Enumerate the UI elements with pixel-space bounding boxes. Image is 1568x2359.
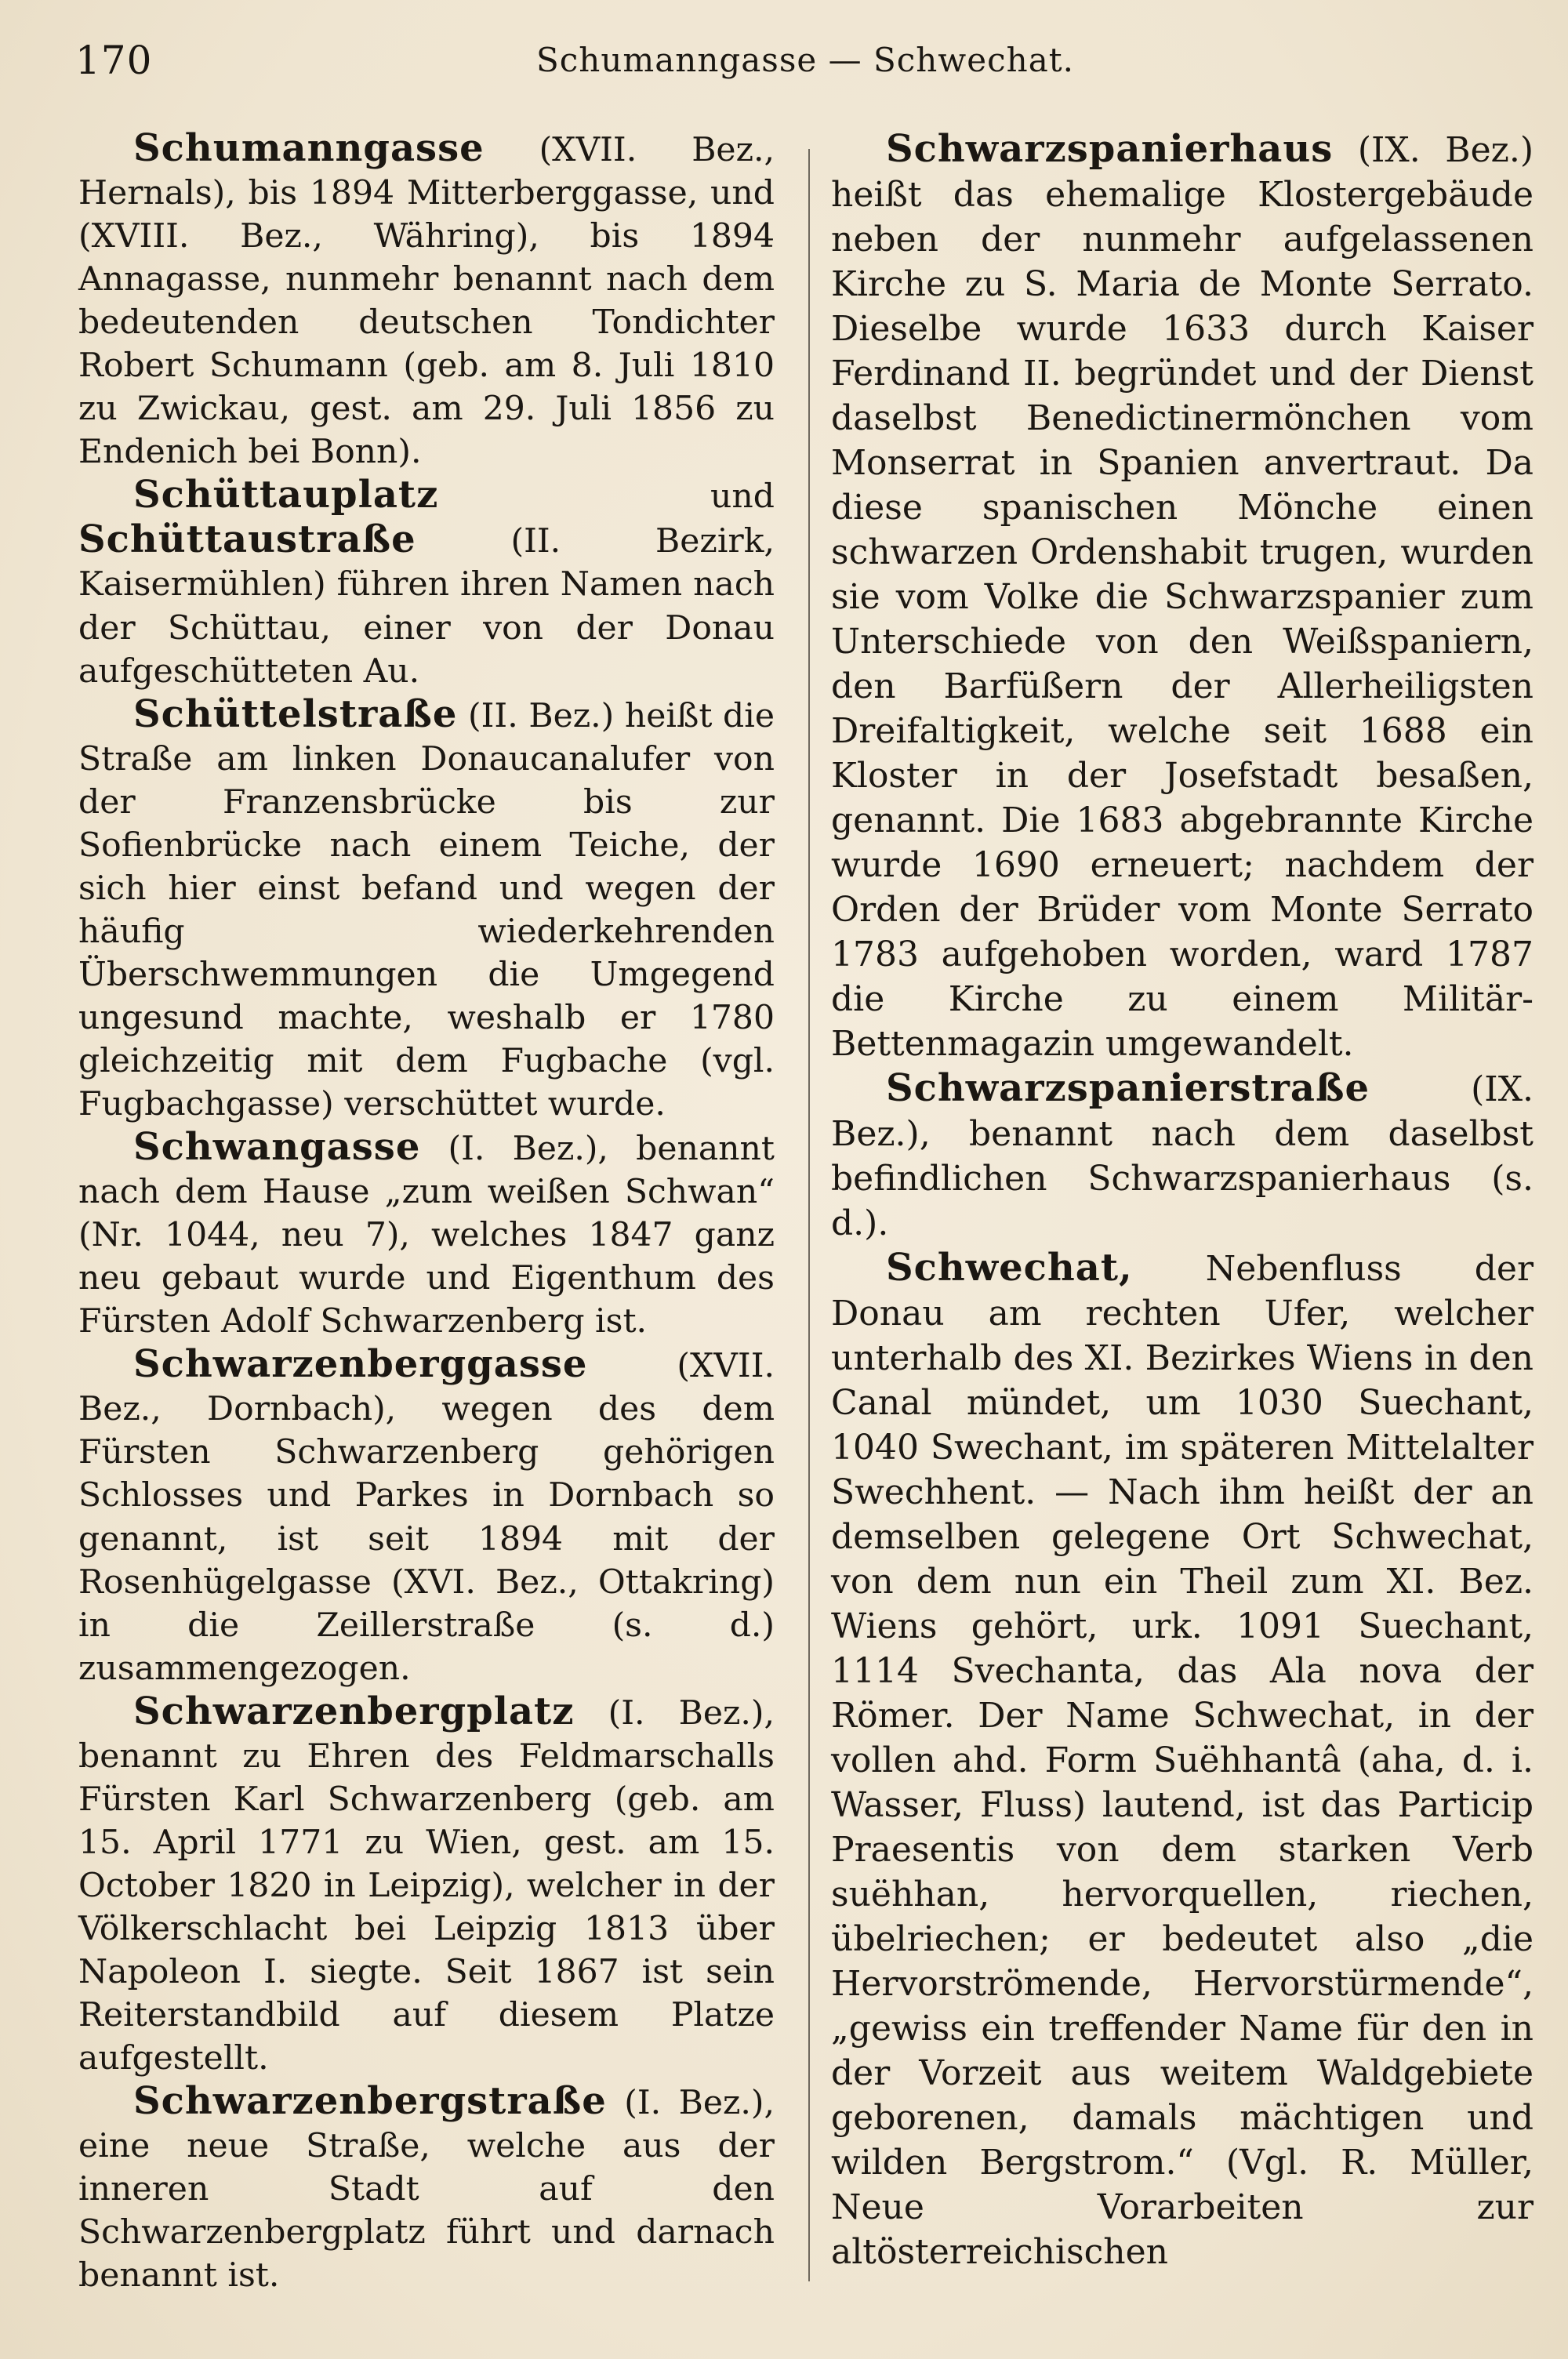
entry-lemma: Schwechat, xyxy=(886,1246,1133,1290)
entry-lemma: Schwarzspanierhaus xyxy=(886,127,1334,171)
page-header xyxy=(75,38,1535,93)
entry-schwarzenbergstrasse xyxy=(78,2080,775,2297)
entry-lemma: Schumanngasse xyxy=(133,126,485,170)
entry-schwechat xyxy=(831,1246,1534,2274)
entry-text: (II. Bez.) heißt die Straße am linken Donaucanalufer von der Franzensbrücke bis zur Sofienbrücke nach einem Teiche, der sich hier einst befand und wegen der häufig wiederkehrenden Überschwemmungen die Umgegend ungesund machte, weshalb er 1780 gleichzeitig mit dem Fugbache (vgl. Fugbachgasse) verschüttet wurde. xyxy=(78,696,775,1124)
entry-schwarzspanierhaus xyxy=(831,127,1534,1066)
entry-schuettelstrasse xyxy=(78,693,775,1126)
left-column xyxy=(78,127,775,2297)
entry-lemma: Schwarzenberggasse xyxy=(133,1342,588,1387)
right-column xyxy=(831,127,1534,2274)
entry-lemma: Schüttelstraße xyxy=(133,691,458,736)
entry-text: Nebenfluss der Donau am rechten Ufer, welcher unterhalb des XI. Bezirkes Wiens in den Canal mündet, um 1030 Suechant, 1040 Swechant, im späteren Mittelalter Swechhent. — Nach ihm heißt der an demselben gelegene Ort Schwechat, von dem nun ein Theil zum XI. Bez. Wiens gehört, urk. 1091 Suechant, 1114 Svechanta, das Ala nova der Römer. Der Name Schwechat, in der vollen ahd. Form Suëhhantâ (aha, d. i. Wasser, Fluss) lautend, ist das Particip Praesentis von dem starken Verb suëhhan, hervorquellen, riechen, übelriechen; er bedeutet also „die Hervorströmende, Hervorstürmende“, „gewiss ein treffender Name für den in der Vorzeit aus weitem Waldgebiete geborenen, damals mächtigen und wilden Bergstrom.“ (Vgl. R. Müller, Neue Vorarbeiten zur altösterreichischen xyxy=(831,1249,1534,2272)
entry-lemma: Schüttauplatz xyxy=(133,473,439,517)
entry-lemma: Schwarzenbergstraße xyxy=(133,2079,607,2124)
entry-schuettauplatz xyxy=(78,474,775,692)
entry-lemma: Schwarzenbergplatz xyxy=(133,1689,575,1733)
entry-text: (I. Bez.), benannt nach dem Hause „zum weißen Schwan“ (Nr. 1044, neu 7), welches 1847 ganz neu gebaut wurde und Eigenthum des Fürsten Adolf Schwarzenberg ist. xyxy=(78,1130,775,1341)
entry-schwarzenberggasse xyxy=(78,1343,775,1689)
entry-text: (I. Bez.), benannt zu Ehren des Feldmarschalls Fürsten Karl Schwarzenberg (geb. am 15. April 1771 zu Wien, gest. am 15. October 1820 in Leipzig), welcher in der Völkerschlacht bei Leipzig 1813 über Napoleon I. siegte. Seit 1867 ist sein Reiterstandbild auf diesem Platze aufgestellt. xyxy=(78,1693,775,2078)
entry-schwangasse xyxy=(78,1126,775,1343)
entry-schwarzenbergplatz xyxy=(78,1690,775,2080)
entry-text: (XVII. Bez., Hernals), bis 1894 Mitterberggasse, und (XVIII. Bez., Währing), bis 1894 Annagasse, nunmehr benannt nach dem bedeutenden deutschen Tondichter Robert Schumann (geb. am 8. Juli 1810 zu Zwickau, gest. am 29. Juli 1856 zu Endenich bei Bonn). xyxy=(78,131,775,472)
entry-connector: und xyxy=(438,477,775,517)
entry-lemma: Schwangasse xyxy=(133,1125,421,1170)
entry-text: (XVII. Bez., Dornbach), wegen des dem Fürsten Schwarzenberg gehörigen Schlosses und Parkes in Dornbach so genannt, ist seit 1894 mit der Rosenhügelgasse (XVI. Bez., Ottakring) in die Zeillerstraße (s. d.) zusammengezogen. xyxy=(78,1347,775,1688)
entry-text: (I. Bez.), eine neue Straße, welche aus der inneren Stadt auf den Schwarzenbergplatz führt und darnach benannt ist. xyxy=(78,2084,775,2295)
entry-lemma-secondary: Schüttaustraße xyxy=(78,517,416,562)
entry-schumanngasse xyxy=(78,127,775,474)
entry-schwarzspanierstrasse xyxy=(831,1066,1534,1246)
page-number: 170 xyxy=(75,38,153,83)
entry-text: (II. Bezirk, Kaisermühlen) führen ihren Namen nach der Schüttau, einer von der Donau aufgeschütteten Au. xyxy=(78,522,775,691)
column-divider xyxy=(808,149,810,2281)
entry-lemma: Schwarzspanierstraße xyxy=(886,1066,1370,1110)
running-title: Schumanngasse — Schwechat. xyxy=(536,41,1074,79)
entry-text: (IX. Bez.), benannt nach dem daselbst befindlichen Schwarzspanierhaus (s. d.). xyxy=(831,1069,1534,1243)
entry-text: (IX. Bez.) heißt das ehemalige Klostergebäude neben der nunmehr aufgelassenen Kirche zu S. Maria de Monte Serrato. Dieselbe wurde 1633 durch Kaiser Ferdinand II. begründet und der Dienst daselbst Benedictinermönchen vom Monserrat in Spanien anvertraut. Da diese spanischen Mönche einen schwarzen Ordenshabit trugen, wurden sie vom Volke die Schwarzspanier zum Unterschiede von den Weißspaniern, den Barfüßern der Allerheiligsten Dreifaltigkeit, welche seit 1688 ein Kloster in der Josefstadt besaßen, genannt. Die 1683 abgebrannte Kirche wurde 1690 erneuert; nachdem der Orden der Brüder vom Monte Serrato 1783 aufgehoben worden, ward 1787 die Kirche zu einem Militär-Bettenmagazin umgewandelt. xyxy=(831,130,1534,1064)
